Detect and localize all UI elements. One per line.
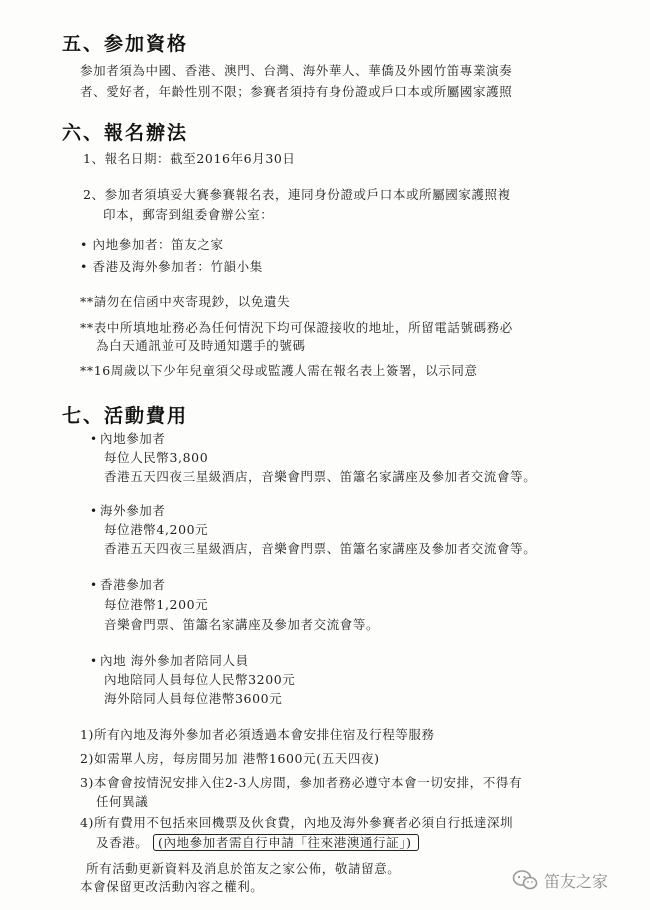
fee-group-3-price: 每位港幣1,200元 xyxy=(104,597,209,612)
fee-group-4-desc: 海外陪同人員每位港幣3600元 xyxy=(104,691,283,706)
fee-note-3-line-2: 任何異議 xyxy=(96,794,149,809)
fee-group-1-title: 內地參加者 xyxy=(100,431,166,446)
fee-group-4-bullet: • xyxy=(90,654,98,668)
fee-group-2-desc: 香港五天四夜三星級酒店，音樂會門票、笛簫名家講座及參加者交流會等。 xyxy=(104,541,537,556)
note-address-line-2: 為白天通訊並可及時通知選手的號碼 xyxy=(96,338,306,353)
fee-note-4-line-1: 4)所有費用不包括來回機票及伙食費，內地及海外參賽者必須自行抵達深圳 xyxy=(80,815,514,830)
fee-group-3-desc: 音樂會門票、笛簫名家講座及參加者交流會等。 xyxy=(104,617,380,632)
fee-note-2: 2)如需單人房，每房間另加 港幣1600元(五天四夜) xyxy=(80,751,380,766)
note-minors: **16周歲以下少年兒童須父母或監護人需在報名表上簽署，以示同意 xyxy=(80,363,478,378)
fee-group-1-price: 每位人民幣3,800 xyxy=(104,450,209,465)
fee-group-4-price: 內地陪同人員每位人民幣3200元 xyxy=(104,672,296,687)
fee-note-4-line-2-start: 及香港。 xyxy=(96,835,149,850)
fee-group-2-title: 海外參加者 xyxy=(100,503,166,518)
section-5-line-2: 者、愛好者，年齡性別不限；参賽者須持有身份證或戶口本或所屬國家護照 xyxy=(80,84,513,99)
fee-group-2-price: 每位港幣4,200元 xyxy=(104,522,209,537)
fee-note-3-line-1: 3)本會會按情況安排入住2-3人房間，參加者務必遵守本會一切安排，不得有 xyxy=(80,775,523,790)
fee-group-2-bullet: • xyxy=(90,504,98,518)
section-5-line-1: 参加者須為中國、香港、澳門、台灣、海外華人、華僑及外國竹笛專業演奏 xyxy=(80,63,513,78)
registration-step-2-line-1: 2、参加者須填妥大賽參賽報名表，連同身份證或戶口本或所屬國家護照複 xyxy=(83,187,511,202)
fee-note-4-line-2 xyxy=(96,834,419,852)
mainland-contact: • 內地參加者：笛友之家 xyxy=(80,237,224,252)
hk-overseas-contact: • 香港及海外參加者：竹韻小集 xyxy=(80,259,263,274)
fee-note-1: 1)所有內地及海外參加者必須透過本會安排住宿及行程等服務 xyxy=(80,727,435,742)
fee-group-1-bullet: • xyxy=(90,432,98,446)
section-7-heading: 七、活動費用 xyxy=(62,405,189,427)
watermark xyxy=(512,866,608,894)
fee-group-4-title: 內地 海外參加者陪同人員 xyxy=(100,653,249,668)
footer-rights-notice: 本會保留更改活動內容之權利。 xyxy=(80,879,264,894)
registration-date: 1、報名日期：截至2016年6月30日 xyxy=(83,151,296,166)
fee-group-3-title: 香港參加者 xyxy=(100,577,166,592)
note-cash: **請勿在信函中夾寄現鈔，以免遺失 xyxy=(80,294,291,309)
watermark-text: 笛友之家 xyxy=(544,871,609,891)
note-address-line-1: **表中所填地址務必為任何情況下均可保證接收的地址，所留電話號碼務必 xyxy=(80,320,513,335)
travel-permit-callout: (內地參加者需自行申請「往來港澳通行証」) xyxy=(153,834,419,851)
footer-update-notice: 所有活動更新資料及消息於笛友之家公佈，敬請留意。 xyxy=(86,861,401,876)
fee-group-3-bullet: • xyxy=(90,578,98,592)
wechat-icon xyxy=(512,869,538,891)
registration-step-2-line-2: 印本，郵寄到組委會辦公室： xyxy=(103,207,274,222)
section-5-heading: 五、参加資格 xyxy=(62,33,189,55)
fee-group-1-desc: 香港五天四夜三星級酒店，音樂會門票、笛簫名家講座及參加者交流會等。 xyxy=(104,469,537,484)
section-6-heading: 六、報名辦法 xyxy=(62,122,189,144)
